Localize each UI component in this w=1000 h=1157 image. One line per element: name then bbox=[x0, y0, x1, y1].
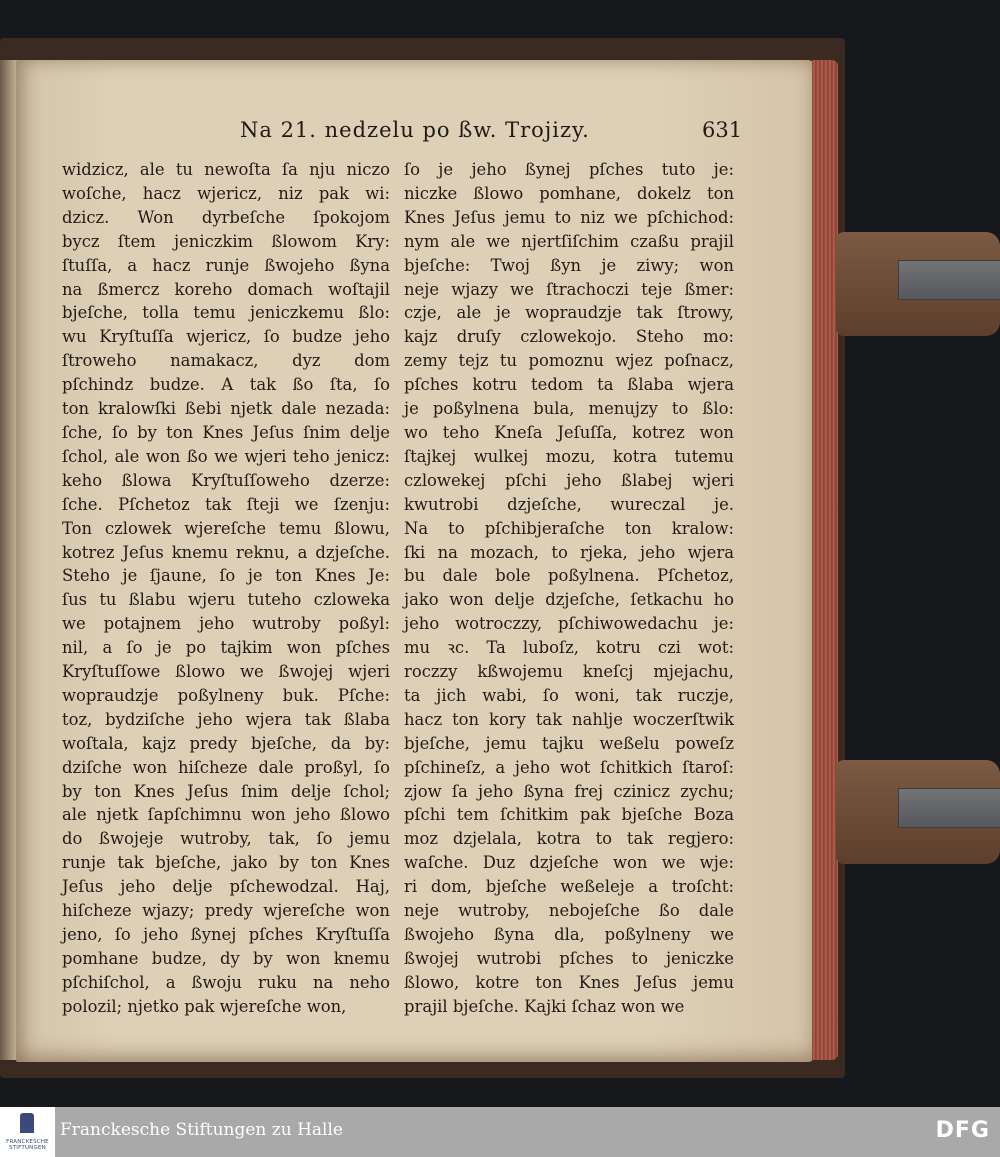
text-line: ſtuſſa, a hacz runje ßwojeho ßyna bbox=[62, 255, 390, 275]
text-line: bjeſche, tolla temu jeniczkemu ßlo: bbox=[62, 303, 390, 323]
text-line: hiſcheze wjazy; predy wjereſche won bbox=[62, 901, 390, 921]
text-line: we potajnem jeho wutroby poßyl: bbox=[62, 614, 390, 634]
text-line: nil, a ſo je po tajkim won pſches bbox=[62, 638, 390, 658]
text-line: wu Kryſtuſſa wjericz, ſo budze jeho bbox=[62, 327, 390, 347]
text-line: ton kralowſki ßebi njetk dale nezada: bbox=[62, 399, 390, 419]
text-line: moz dzjelala, kotra to tak regjero: bbox=[404, 829, 734, 849]
text-line: wopraudzje poßylneny buk. Pſche: bbox=[62, 685, 390, 705]
institution-name: Franckesche Stiftungen zu Halle bbox=[60, 1120, 343, 1140]
text-line: woſche, hacz wjericz, niz pak wi: bbox=[62, 183, 390, 203]
text-line: kwutrobi dzjeſche, wureczal je. bbox=[404, 494, 734, 514]
text-line: ſo je jeho ßynej pſches tuto je: bbox=[404, 160, 734, 179]
text-line: ale njetk ſapſchimnu won jeho ßlowo bbox=[62, 805, 390, 825]
text-line: ſus tu ßlabu wjeru tuteho czloweka bbox=[62, 590, 390, 610]
text-line: widzicz, ale tu newoſta ſa nju niczo bbox=[62, 160, 390, 179]
viewer-footer-bar bbox=[0, 1107, 1000, 1157]
text-line: nym ale we njertſiſchim czaßu prajil bbox=[404, 231, 734, 251]
text-line: bjeſche, jemu tajku weßelu poweſz bbox=[404, 733, 734, 753]
text-line: mu ꝛc. Ta luboſz, kotru czi wot: bbox=[404, 638, 734, 658]
text-line: Knes Jeſus jemu to niz we pſchichod: bbox=[404, 207, 734, 227]
left-text-column bbox=[62, 158, 390, 1019]
text-line: hacz ton kory tak nahlje woczerſtwik bbox=[404, 709, 734, 729]
text-line: je poßylnena bula, menujzy to ßlo: bbox=[404, 399, 734, 419]
text-line: ſki na mozach, to rjeka, jeho wjera bbox=[404, 542, 734, 562]
text-line: ſche. Pſchetoz tak ſteji we ſzenju: bbox=[62, 494, 390, 514]
text-line: bu dale bole poßylnena. Pſchetoz, bbox=[404, 566, 734, 586]
text-line: roczzy kßwojemu kneſcj mjejachu, bbox=[404, 662, 734, 682]
text-line: pſchineſz, a jeho wot ſchitkich ſtaroſ: bbox=[404, 757, 734, 777]
text-line: runje tak bjeſche, jako by ton Knes bbox=[62, 853, 390, 873]
text-line: Steho je ſjaune, ſo je ton Knes Je: bbox=[62, 566, 390, 586]
text-line: na ßmercz koreho domach woſtajil bbox=[62, 279, 390, 299]
text-line: ſche, ſo by ton Knes Jeſus ſnim delje bbox=[62, 422, 390, 442]
clasp-bottom bbox=[836, 760, 1000, 864]
text-line: pſchiſchol, a ßwoju ruku na neho bbox=[62, 972, 390, 992]
text-line: neje wjazy we ſtrachoczi teje ßmer: bbox=[404, 279, 734, 299]
text-line: dzicz. Won dyrbeſche ſpokojom bbox=[62, 207, 390, 227]
clasp-metal-plate bbox=[898, 260, 1000, 300]
text-line: polozil; njetko pak wjereſche won, bbox=[62, 996, 347, 1016]
text-line: jako won delje dzjeſche, ſetkachu ho bbox=[404, 590, 734, 610]
text-line: jeho wotroczzy, pſchiwowedachu je: bbox=[404, 614, 734, 634]
text-line: toz, bydziſche jeho wjera tak ßlaba bbox=[62, 709, 390, 729]
text-line: pſchindz budze. A tak ßo ſta, ſo bbox=[62, 375, 390, 395]
text-line: zjow ſa jeho ßyna frej czinicz zychu; bbox=[404, 781, 734, 801]
text-line: ta jich wabi, ſo woni, tak ruczje, bbox=[404, 685, 734, 705]
franckesche-stiftungen-logo[interactable] bbox=[0, 1107, 55, 1157]
right-text-column bbox=[404, 158, 734, 1019]
text-line: pſches kotru tedom ta ßlaba wjera bbox=[404, 375, 734, 395]
text-line: ßwojeho ßyna dla, poßylneny we bbox=[404, 925, 734, 944]
text-line: bycz ſtem jeniczkim ßlowom Kry: bbox=[62, 231, 390, 251]
text-line: czlowekej pſchi jeho ßlabej wjeri bbox=[404, 470, 734, 490]
text-line: by ton Knes Jeſus ſnim delje ſchol; bbox=[62, 781, 390, 801]
page-edges-red bbox=[812, 60, 838, 1060]
text-line: Kryſtuſſowe ßlowo we ßwojej wjeri bbox=[62, 662, 390, 682]
text-line: czje, ale je wopraudzje tak ſtrowy, bbox=[404, 303, 734, 323]
text-line: Jeſus jeho delje pſchewodzal. Haj, bbox=[62, 877, 390, 897]
logo-emblem-icon bbox=[20, 1113, 34, 1133]
text-line: waſche. Duz dzjeſche won we wje: bbox=[404, 853, 734, 873]
logo-text: FRANCKESCHE STIFTUNGEN bbox=[6, 1139, 49, 1151]
dfg-logo[interactable]: DFG bbox=[935, 1118, 990, 1143]
text-line: ſchol, ale won ßo we wjeri teho jenicz: bbox=[62, 446, 390, 466]
text-line: niczke ßlowo pomhane, dokelz ton bbox=[404, 183, 734, 203]
text-line: keho ßlowa Kryſtuſſoweho dzerze: bbox=[62, 470, 390, 490]
text-line: kajz druſy czlowekojo. Steho mo: bbox=[404, 327, 734, 347]
text-line: wo teho Kneſa Jeſuſſa, kotrez won bbox=[404, 422, 734, 442]
text-line: ſtroweho namakacz, dyz dom bbox=[62, 351, 390, 371]
clasp-top bbox=[836, 232, 1000, 336]
text-line: woſtala, kajz predy bjeſche, da by: bbox=[62, 733, 390, 753]
text-line: pomhane budze, dy by won knemu bbox=[62, 948, 390, 968]
text-line: pſchi tem ſchitkim pak bjeſche Boza bbox=[404, 805, 734, 825]
text-line: dziſche won hiſcheze dale proßyl, ſo bbox=[62, 757, 390, 777]
text-line: ſtajkej wulkej mozu, kotra tutemu bbox=[404, 446, 734, 466]
page-number: 631 bbox=[702, 118, 743, 142]
text-line: bjeſche: Twoj ßyn je ziwy; won bbox=[404, 255, 734, 275]
text-line: zemy tejz tu pomoznu wjez poſnacz, bbox=[404, 351, 734, 371]
running-head: Na 21. nedzelu po ßw. Trojizy. bbox=[240, 118, 590, 142]
text-line: do ßwojeje wutroby, tak, ſo jemu bbox=[62, 829, 390, 849]
text-line: ßwojej wutrobi pſches to jeniczke bbox=[404, 948, 734, 968]
text-line: prajil bjeſche. Kajki ſchaz won we bbox=[404, 996, 685, 1016]
text-line: ßlowo, kotre ton Knes Jeſus jemu bbox=[404, 972, 734, 992]
text-line: jeno, ſo jeho ßynej pſches Kryſtuſſa bbox=[62, 925, 390, 944]
text-line: Ton czlowek wjereſche temu ßlowu, bbox=[62, 518, 390, 538]
clasp-metal-plate bbox=[898, 788, 1000, 828]
text-line: ri dom, bjeſche weßeleje a troſcht: bbox=[404, 877, 734, 897]
text-line: Na to pſchibjeraſche ton kralow: bbox=[404, 518, 734, 538]
text-line: neje wutroby, nebojeſche ßo dale bbox=[404, 901, 734, 921]
text-line: kotrez Jeſus knemu reknu, a dzjeſche. bbox=[62, 542, 390, 562]
